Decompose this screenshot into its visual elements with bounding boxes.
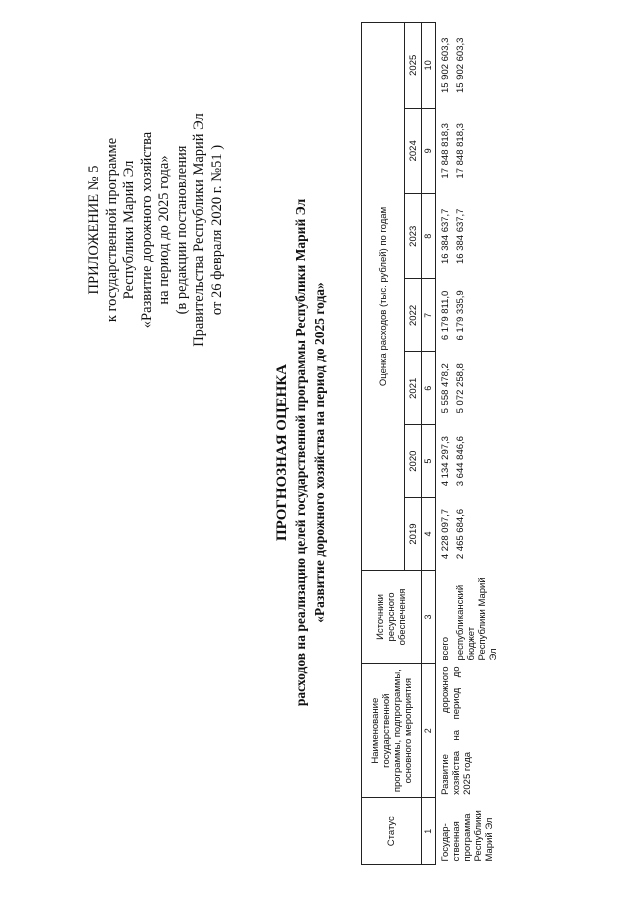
header-name: Наименование государственной программы, подпрограммы, основного мероприятия: [362, 663, 422, 797]
header-year: 2024: [405, 108, 422, 193]
row-value: 17 848 818,3: [440, 123, 451, 179]
row-value: 17 848 818,3: [455, 123, 466, 179]
document-subtitle: расходов на реализацию целей государственной программы Республики Марий Эл: [293, 198, 308, 707]
row-source: республиканский бюджет Республики Марий Эл: [455, 577, 499, 661]
approval-line: к государственной программе: [103, 137, 120, 323]
row-value: 16 384 637,7: [455, 208, 466, 264]
column-number: 1: [422, 798, 436, 865]
row-value: 2 465 684,6: [455, 508, 466, 560]
row-value: 15 902 603,3: [440, 37, 451, 94]
header-status: Статус: [362, 798, 422, 865]
row-value: 3 644 846,6: [455, 436, 466, 487]
row-source: всего: [440, 636, 451, 661]
header-source: Источники ресурсного обеспечения: [362, 570, 422, 663]
column-number: 7: [422, 279, 436, 352]
row-value: 6 179 335,9: [455, 290, 466, 341]
approval-line: на период до 2025 года»: [156, 155, 172, 305]
column-number: 6: [422, 352, 436, 425]
header-year: 2019: [405, 498, 422, 571]
row-program-name: Развитие дорожного хозяйства на период до 2025 года: [440, 666, 473, 795]
document-title: ПРОГНОЗНАЯ ОЦЕНКА: [274, 364, 290, 542]
column-number: 8: [422, 194, 436, 279]
row-value: 5 558 478,2: [440, 363, 451, 414]
approval-line: от 26 февраля 2020 г. №51 ): [208, 144, 225, 316]
expense-estimate-table: [361, 22, 500, 865]
column-number: 9: [422, 108, 436, 193]
column-number-row: [422, 23, 436, 865]
column-number: 4: [422, 498, 436, 571]
header-row: [362, 23, 405, 865]
header-estimate: Оценка расходов (тыс. рублей) по годам: [362, 23, 405, 571]
header-year: 2022: [405, 279, 422, 352]
approval-line: «Развитие дорожного хозяйства: [138, 131, 155, 329]
document-subtitle-program: «Развитие дорожного хозяйства на период до 2025 года»: [312, 282, 327, 623]
row-value: 4 228 097,7: [440, 508, 451, 560]
table-row: [436, 23, 453, 865]
approval-line: ПРИЛОЖЕНИЕ № 5: [86, 165, 102, 295]
column-number: 3: [422, 570, 436, 663]
header-year: 2021: [405, 352, 422, 425]
header-year: 2025: [405, 23, 422, 109]
column-number: 10: [422, 23, 436, 109]
row-value: 15 902 603,3: [455, 37, 466, 94]
row-status: Государ-ственная программа Республики Марий Эл: [440, 810, 495, 862]
approval-line: Республики Марий Эл: [121, 160, 137, 300]
column-number: 5: [422, 425, 436, 498]
row-value: 6 179 811,0: [440, 290, 451, 341]
approval-block: [86, 65, 226, 395]
row-value: 5 072 258,8: [455, 363, 466, 414]
approval-line: Правительства Республики Марий Эл: [191, 113, 207, 347]
row-value: 4 134 297,3: [440, 436, 451, 487]
header-year: 2023: [405, 194, 422, 279]
approval-line: (в редакции постановления: [173, 145, 190, 315]
header-year: 2020: [405, 425, 422, 498]
row-value: 16 384 637,7: [440, 208, 451, 264]
column-number: 2: [422, 663, 436, 797]
